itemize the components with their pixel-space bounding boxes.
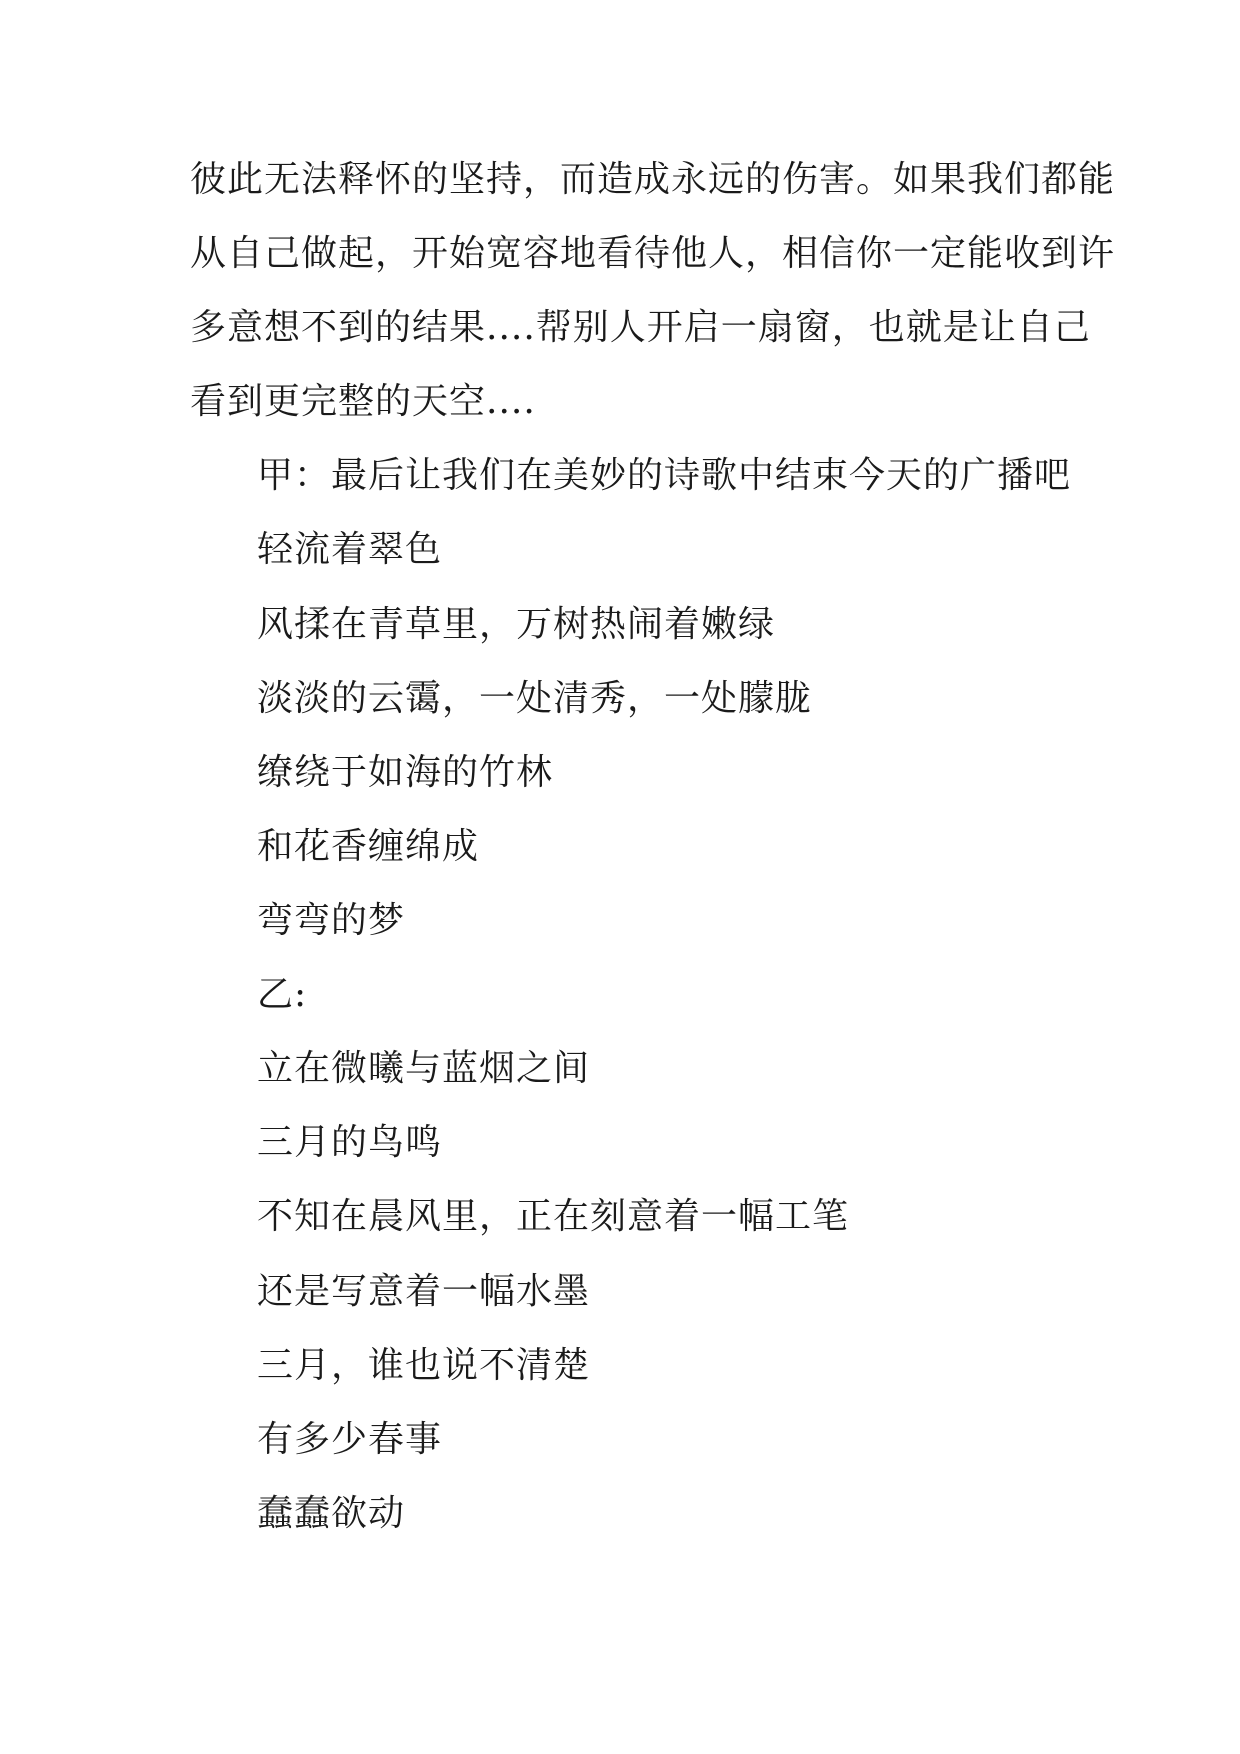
paragraph-line: 从自己做起，开始宽容地看待他人，相信你一定能收到许 xyxy=(190,233,1116,274)
paragraph-line: 看到更完整的天空.... xyxy=(190,381,536,422)
verse-line: 弯弯的梦 xyxy=(257,900,406,941)
verse-line: 甲：最后让我们在美妙的诗歌中结束今天的广播吧 xyxy=(257,455,1072,496)
verse-line: 风揉在青草里，万树热闹着嫩绿 xyxy=(257,604,776,645)
verse-line: 有多少春事 xyxy=(257,1419,443,1460)
paragraph-line: 多意想不到的结果....帮别人开启一扇窗，也就是让自己 xyxy=(190,307,1091,348)
paragraph-line: 彼此无法释怀的坚持，而造成永远的伤害。如果我们都能 xyxy=(190,159,1116,200)
verse-line: 蠢蠢欲动 xyxy=(257,1493,406,1534)
verse-line: 和花香缠绵成 xyxy=(257,826,480,867)
verse-line: 三月，谁也说不清楚 xyxy=(257,1345,591,1386)
verse-line: 乙: xyxy=(257,974,308,1015)
verse-line: 淡淡的云霭，一处清秀，一处朦胧 xyxy=(257,678,813,719)
verse-line: 轻流着翠色 xyxy=(257,529,443,570)
verse-line: 不知在晨风里，正在刻意着一幅工笔 xyxy=(257,1196,850,1237)
verse-line: 三月的鸟鸣 xyxy=(257,1122,443,1163)
verse-line: 立在微曦与蓝烟之间 xyxy=(257,1048,591,1089)
verse-line: 缭绕于如海的竹林 xyxy=(257,752,554,793)
verse-line: 还是写意着一幅水墨 xyxy=(257,1271,591,1312)
